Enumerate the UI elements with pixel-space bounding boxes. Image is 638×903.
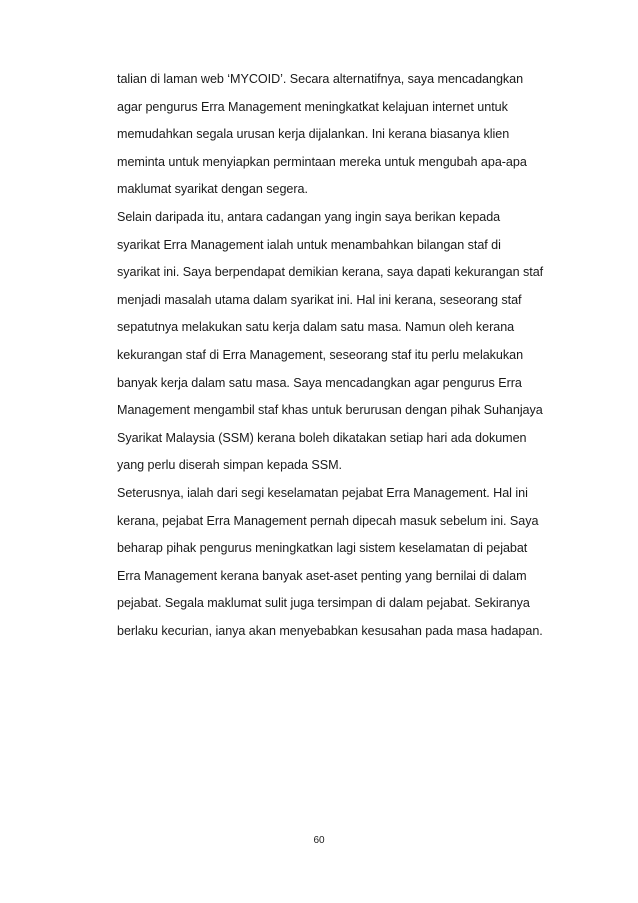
text-line: kekurangan staf di Erra Management, seseorang staf itu perlu melakukan [117,347,524,362]
text-line: agar pengurus Erra Management meningkatkat kelajuan internet untuk [117,99,508,114]
text-line: sepatutnya melakukan satu kerja dalam satu masa. Namun oleh kerana [117,320,515,335]
text-line: yang perlu diserah simpan kepada SSM. [117,458,342,473]
text-line: kerana, pejabat Erra Management pernah dipecah masuk sebelum ini. Saya [117,513,539,528]
text-line: Selain daripada itu, antara cadangan yang ingin saya berikan kepada [117,209,501,224]
text-line: maklumat syarikat dengan segera. [117,182,308,197]
text-line: syarikat ini. Saya berpendapat demikian kerana, saya dapati kekurangan staf [117,265,544,280]
text-line: beharap pihak pengurus meningkatkan lagi sistem keselamatan di pejabat [117,541,528,556]
text-line: syarikat Erra Management ialah untuk menambahkan bilangan staf di [117,237,501,252]
text-line: meminta untuk menyiapkan permintaan mereka untuk mengubah apa-apa [117,154,527,169]
text-line: Seterusnya, ialah dari segi keselamatan pejabat Erra Management. Hal ini [117,485,528,500]
text-line: memudahkan segala urusan kerja dijalankan. Ini kerana biasanya klien [117,127,510,142]
paragraph [117,204,577,480]
text-line: Erra Management kerana banyak aset-aset penting yang bernilai di dalam [117,568,527,583]
text-line: Management mengambil staf khas untuk berurusan dengan pihak Suhanjaya [117,403,543,418]
text-line: Syarikat Malaysia (SSM) kerana boleh dikatakan setiap hari ada dokumen [117,430,527,445]
text-line: talian di laman web ‘MYCOID’. Secara alternatifnya, saya mencadangkan [117,72,524,86]
paragraph [117,66,577,204]
text-line: berlaku kecurian, ianya akan menyebabkan kesusahan pada masa hadapan. [117,623,543,638]
text-line: pejabat. Segala maklumat sulit juga tersimpan di dalam pejabat. Sekiranya [117,596,530,611]
paragraph [117,480,577,646]
body-text [117,66,577,645]
text-line: banyak kerja dalam satu masa. Saya mencadangkan agar pengurus Erra [117,375,522,390]
page-number: 60 [313,835,325,846]
text-line: menjadi masalah utama dalam syarikat ini. Hal ini kerana, seseorang staf [117,292,522,307]
